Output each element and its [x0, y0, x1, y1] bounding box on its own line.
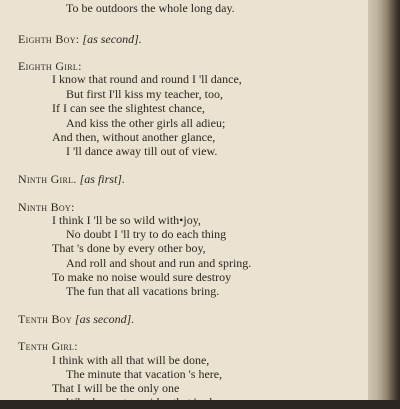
speaker-name: Tenth Boy [18, 312, 72, 326]
speaker-name: Eighth Boy: [18, 32, 80, 46]
verse-line: Who has not one idea that 's clear [66, 395, 228, 409]
stage-direction: [as second]. [82, 32, 142, 46]
verse-line: The minute that vacation 's here, [66, 367, 223, 381]
book-spine [368, 0, 400, 400]
stage-direction: [as second]. [74, 312, 135, 326]
verse-line: I know that round and round I 'll dance, [52, 72, 242, 86]
speaker-heading: Eighth Girl: [18, 59, 82, 73]
verse-line: That I will be the only one [52, 381, 180, 395]
speaker-heading [18, 32, 142, 46]
verse-line: That 's done by every other boy, [52, 241, 206, 255]
speaker-heading [18, 312, 134, 326]
speaker-heading: Ninth Boy: [18, 200, 75, 214]
verse-line: If I can see the slightest chance, [52, 101, 205, 115]
verse-line: And kiss the other girls all adieu; [66, 116, 226, 130]
verse-line: To be outdoors the whole long day. [66, 1, 235, 15]
speaker-heading: Tenth Girl: [18, 339, 78, 353]
speaker-name: Ninth Girl. [18, 172, 77, 186]
verse-line: I 'll dance away till out of view. [66, 144, 218, 158]
verse-line: To make no noise would sure destroy [52, 270, 232, 284]
verse-line: And roll and shout and run and spring. [66, 256, 252, 270]
verse-line: But first I'll kiss my teacher, too, [66, 87, 223, 101]
stage-direction: [as first]. [79, 172, 125, 186]
verse-line: I think I 'll be so wild with•joy, [52, 213, 201, 227]
verse-line: The fun that all vacations bring. [66, 284, 220, 298]
verse-line: And then, without another glance, [52, 130, 216, 144]
verse-line: I think with all that will be done, [52, 353, 210, 367]
verse-line: No doubt I 'll try to do each thing [66, 227, 227, 241]
speaker-heading [18, 172, 125, 186]
